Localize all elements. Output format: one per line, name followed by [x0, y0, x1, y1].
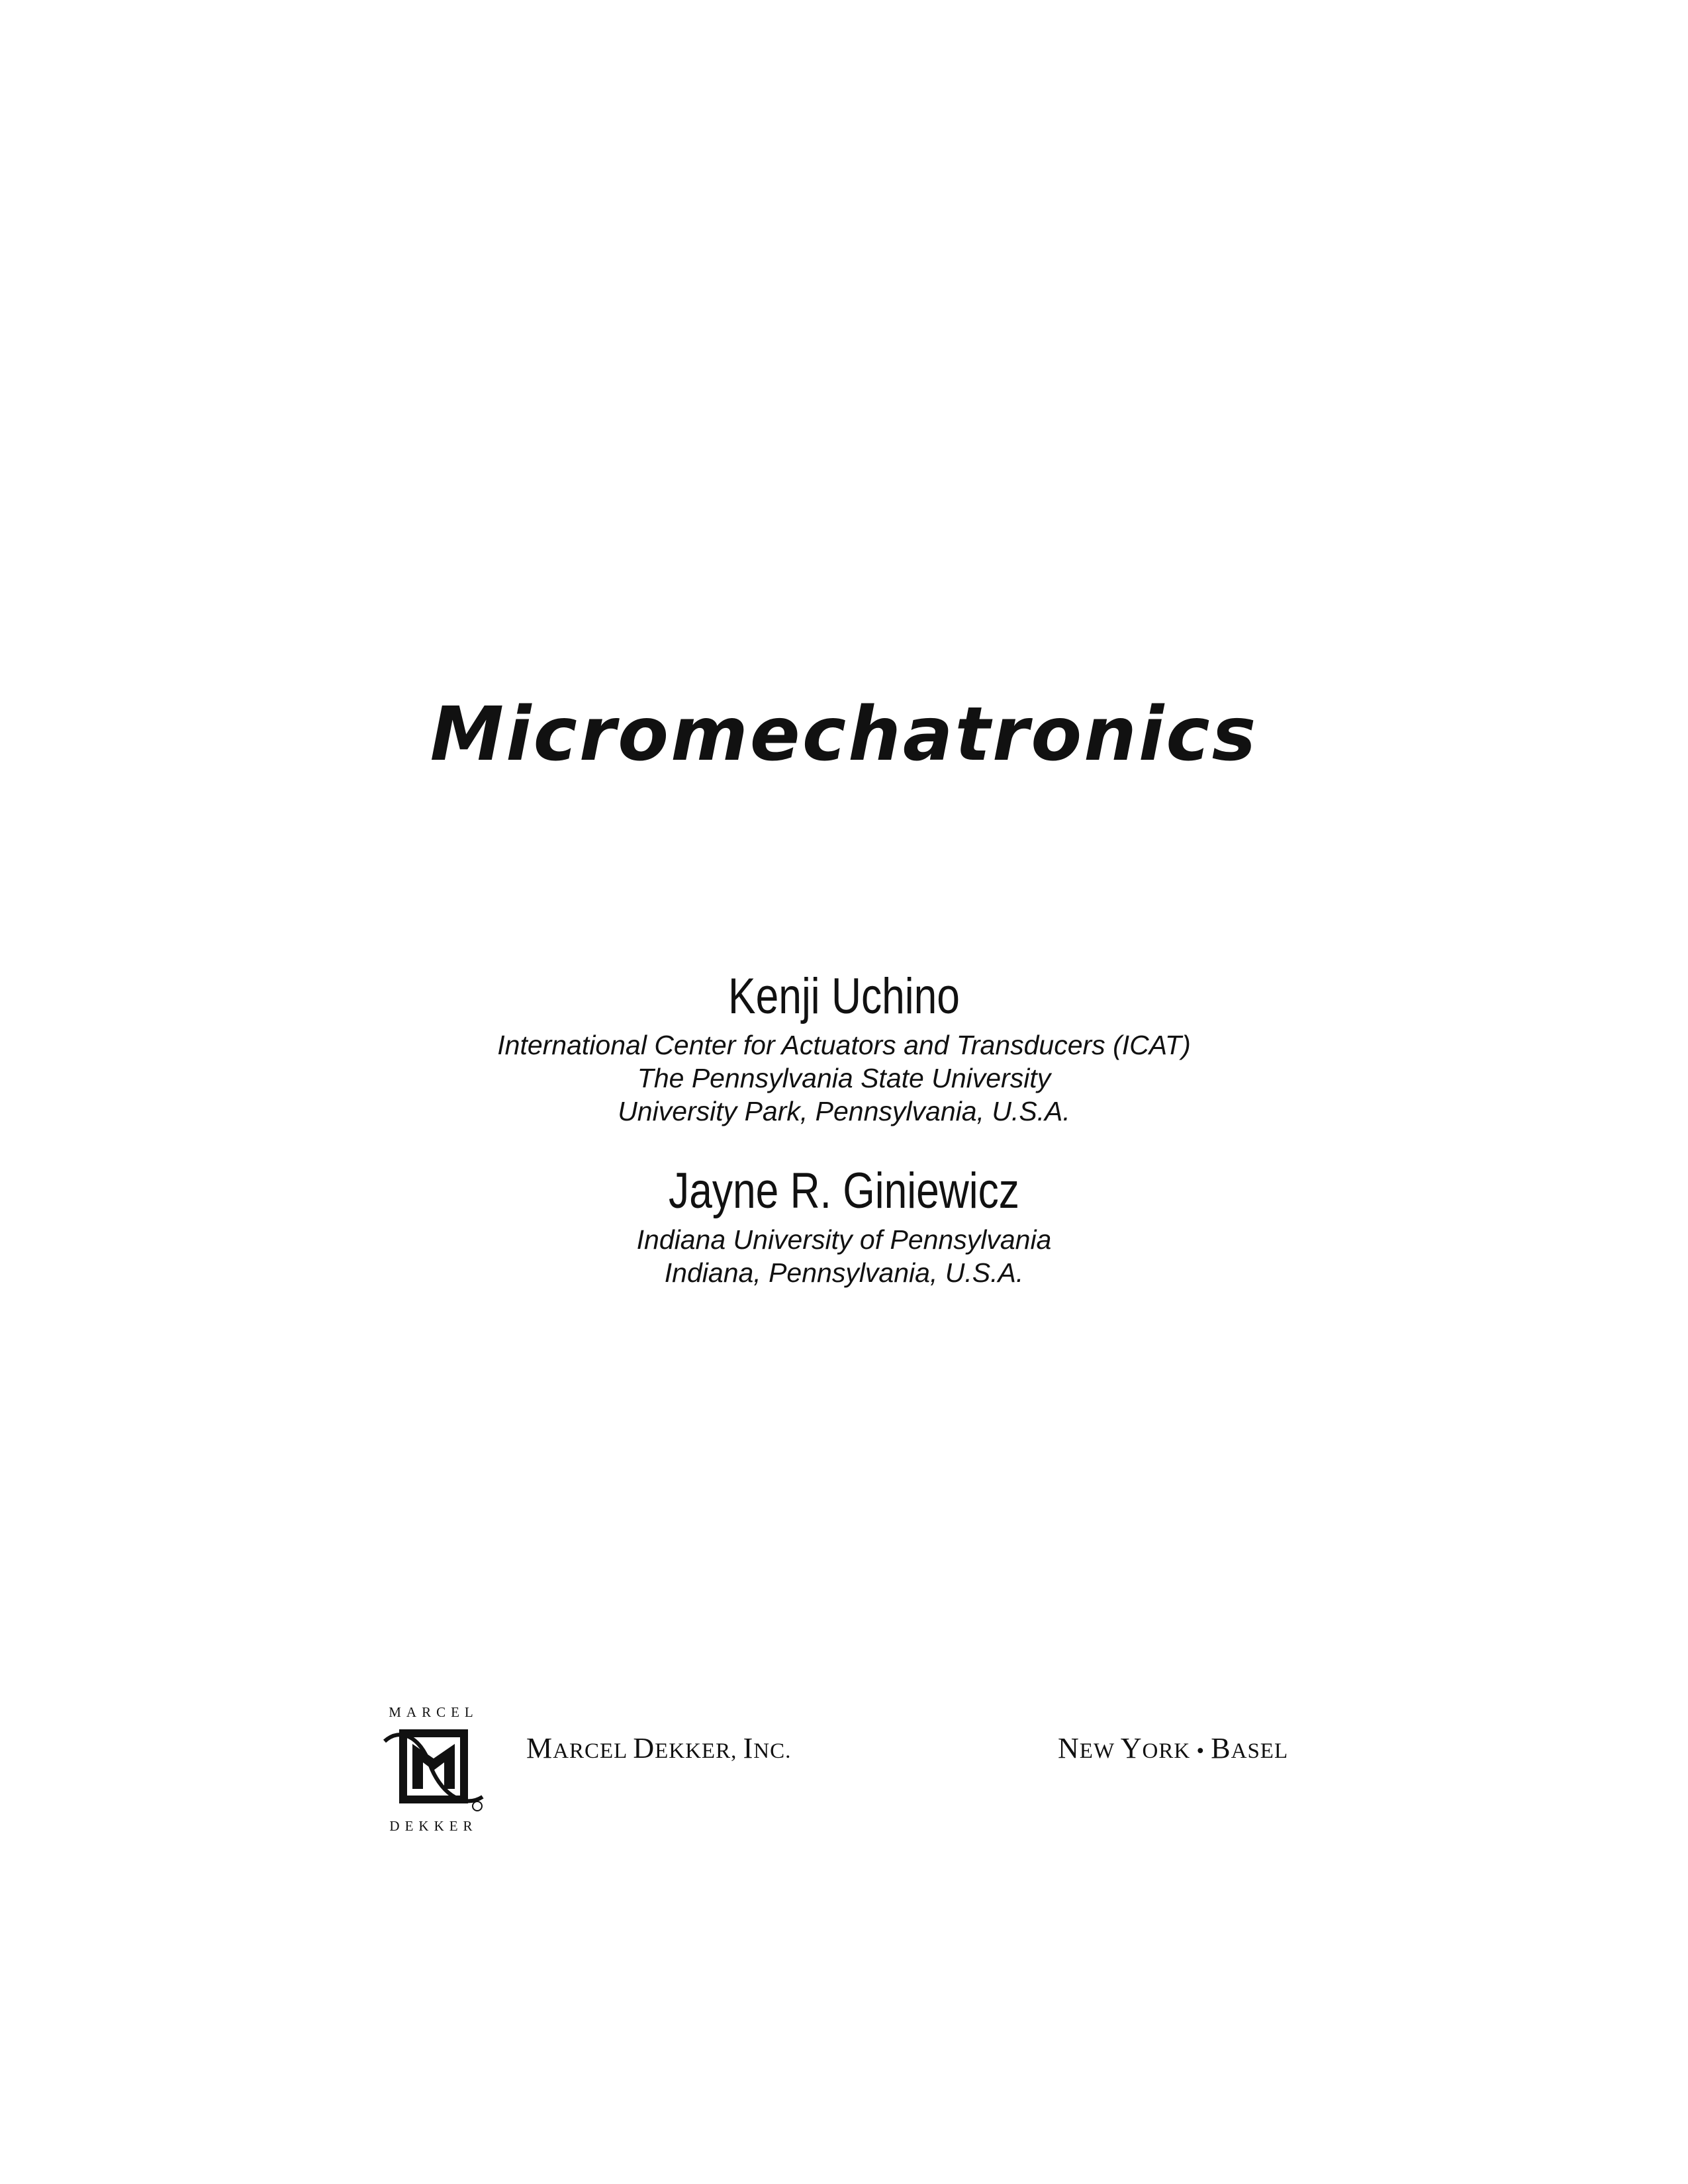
affiliation-line: The Pennsylvania State University	[637, 1063, 1051, 1093]
affiliation-line: University Park, Pennsylvania, U.S.A.	[618, 1096, 1070, 1126]
marcel-dekker-logo-icon	[381, 1724, 487, 1817]
affiliation-line: International Center for Actuators and Transducers (ICAT)	[497, 1030, 1191, 1060]
author-block-1	[0, 965, 1688, 1128]
affiliation-line: Indiana University of Pennsylvania	[636, 1224, 1052, 1255]
logo-text-top: MARCEL	[389, 1704, 479, 1720]
logo-text-bottom: DEKKER	[389, 1818, 478, 1834]
publisher-logo	[381, 1704, 487, 1837]
author-name: Jayne R. Giniewicz	[669, 1163, 1019, 1219]
book-title: Micromechatronics	[430, 692, 1258, 778]
publisher-name: MARCEL DEKKER, INC.	[526, 1732, 792, 1764]
author-name: Kenji Uchino	[728, 968, 960, 1024]
author-block-2	[0, 1160, 1688, 1289]
affiliation-line: Indiana, Pennsylvania, U.S.A.	[664, 1257, 1024, 1288]
publisher-cities: NEW YORK • BASEL	[1058, 1732, 1289, 1764]
